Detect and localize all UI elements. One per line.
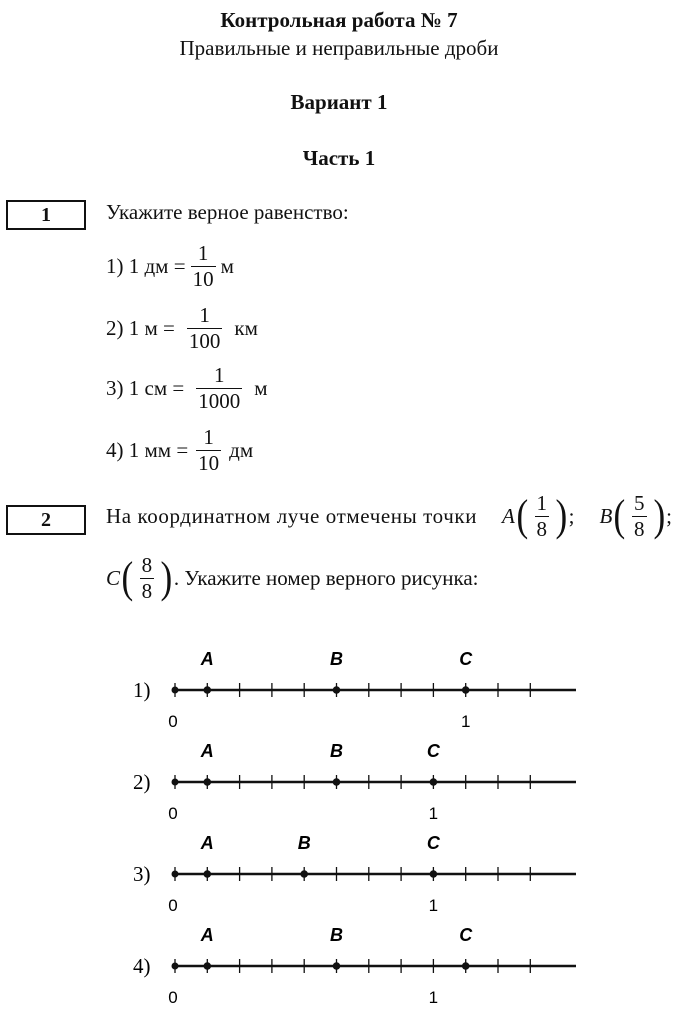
- point-b: [333, 686, 341, 694]
- option-fraction: $\frac{1}{10}$: [198, 424, 220, 475]
- point-a: [204, 686, 212, 694]
- origin-point: [172, 963, 179, 970]
- zero-label: 0: [168, 896, 178, 915]
- point-b-coordinate: B ( $\frac{5}{8}$ ) ;: [599, 490, 672, 541]
- point-b: [333, 778, 341, 786]
- figure-label: 1): [133, 678, 151, 702]
- point-label-a: A: [200, 741, 214, 761]
- figure-label: 2): [133, 770, 151, 794]
- point-a: [204, 778, 212, 786]
- point-a: [204, 962, 212, 970]
- option-prefix: 1) 1 дм =: [106, 253, 186, 278]
- zero-label: 0: [168, 988, 178, 1007]
- zero-label: 0: [168, 712, 178, 731]
- task-2-question: На координатном луче отмечены точки: [106, 503, 478, 528]
- option-prefix: 4) 1 мм =: [106, 437, 189, 462]
- point-b: [300, 870, 308, 878]
- point-c: [462, 686, 470, 694]
- point-label-b: B: [330, 649, 343, 669]
- variant-heading: Вариант 1: [290, 90, 388, 114]
- page-subtitle: Правильные и неправильные дроби: [179, 36, 499, 60]
- figure-label: 3): [133, 862, 151, 886]
- one-label: 1: [428, 804, 439, 823]
- point-label-c: C: [459, 925, 473, 945]
- point-label-b: B: [330, 741, 343, 761]
- point-a-coordinate: A ( $\frac{1}{8}$ ) ;: [502, 490, 575, 541]
- option-prefix: 3) 1 см =: [106, 375, 185, 400]
- option-fraction: $\frac{1}{1000}$: [198, 362, 241, 413]
- one-label: 1: [428, 896, 439, 915]
- point-label-c: C: [426, 741, 440, 761]
- point-c: [430, 778, 438, 786]
- point-label-c: C: [459, 649, 473, 669]
- option-unit: км: [234, 315, 258, 340]
- point-c: [462, 962, 470, 970]
- task-1-number-box: 1: [6, 200, 86, 230]
- point-label-b: B: [297, 833, 311, 853]
- point-label-c: C: [426, 833, 440, 853]
- origin-point: [172, 871, 179, 878]
- point-b: [333, 962, 341, 970]
- point-label-a: A: [200, 833, 214, 853]
- task-1-question: Укажите верное равенство:: [106, 200, 349, 224]
- task-2-number-box: 2: [6, 505, 86, 535]
- option-fraction: $\frac{1}{100}$: [188, 302, 221, 353]
- point-c: [430, 870, 438, 878]
- option-unit: дм: [229, 437, 254, 462]
- page-title: Контрольная работа № 7: [220, 8, 458, 32]
- option-fraction: $\frac{1}{10}$: [192, 240, 214, 291]
- origin-point: [172, 687, 179, 694]
- option-unit: м: [254, 375, 268, 400]
- figure-label: 4): [133, 954, 151, 978]
- point-label-a: A: [200, 649, 214, 669]
- task-2-question-end: . Укажите номер верного рисунка:: [173, 565, 479, 590]
- point-label-a: A: [200, 925, 214, 945]
- point-a: [204, 870, 212, 878]
- point-label-b: B: [330, 925, 343, 945]
- origin-point: [172, 779, 179, 786]
- point-c-coordinate: C ( $\frac{8}{8}$ ): [106, 552, 173, 603]
- option-prefix: 2) 1 м =: [106, 315, 175, 340]
- part-heading: Часть 1: [302, 146, 376, 170]
- one-label: 1: [428, 988, 439, 1007]
- option-unit: м: [220, 253, 234, 278]
- one-label: 1: [460, 712, 471, 731]
- zero-label: 0: [168, 804, 178, 823]
